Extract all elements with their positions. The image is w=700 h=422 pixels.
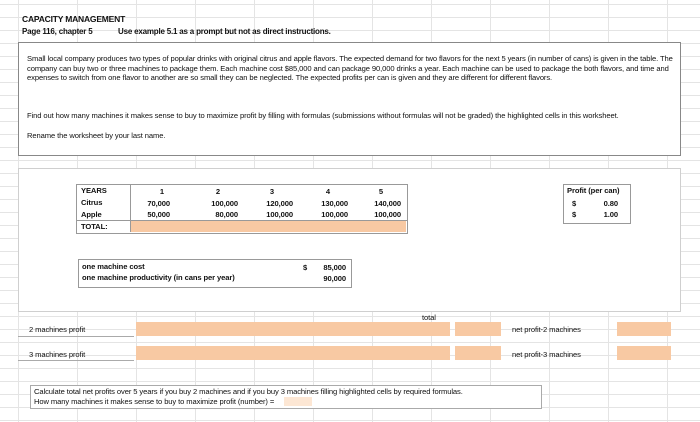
problem-paragraph-3: Rename the worksheet by your last name.: [27, 131, 166, 140]
two-machines-total-cell[interactable]: [455, 322, 501, 336]
problem-paragraph-1: Small local company produces two types of popular drinks with original citrus and apple flavors. The expected demand for two flavors for the next 5 years (in number of cans) is given in the table. The company can buy two or three machines to package them. Each machine cost $85,000 and can package 90,000 drinks a year. Each machine can be used to package the both flavors, and time and expenses to switch from one flavor to another are so small they can be neglected. The expected profits per can is given and they are different for different flavors.: [27, 54, 673, 83]
apple-year-5[interactable]: 100,000: [374, 210, 401, 219]
net-profit-two-label: net profit-2 machines: [512, 325, 581, 334]
year-2: 2: [215, 187, 220, 196]
citrus-profit-value[interactable]: 0.80: [603, 199, 618, 208]
total-demand-highlighted-cells[interactable]: [131, 221, 406, 232]
apple-year-2[interactable]: 80,000: [215, 210, 238, 219]
apple-profit-value[interactable]: 1.00: [603, 210, 618, 219]
apple-year-4[interactable]: 100,000: [321, 210, 348, 219]
apple-year-1[interactable]: 50,000: [147, 210, 170, 219]
answer-question: How many machines it makes sense to buy to maximize profit (number) =: [34, 397, 275, 406]
net-profit-two-cell[interactable]: [617, 322, 671, 336]
total-label: total: [422, 313, 436, 322]
citrus-profit-currency: $: [572, 199, 577, 208]
profit-header: Profit (per can): [567, 186, 620, 195]
two-machines-profit-label: 2 machines profit: [29, 325, 86, 334]
machine-cost-value[interactable]: 85,000: [323, 263, 346, 272]
citrus-year-4[interactable]: 130,000: [321, 199, 348, 208]
net-profit-three-label: net profit-3 machines: [512, 350, 581, 359]
machine-productivity-label: one machine productivity (in cans per year): [82, 273, 235, 282]
citrus-year-5[interactable]: 140,000: [374, 199, 401, 208]
row-label-apple: Apple: [81, 210, 102, 219]
sheet-title: CAPACITY MANAGEMENT: [22, 14, 126, 24]
three-machines-underline: [18, 360, 134, 361]
year-4: 4: [325, 187, 330, 196]
year-5: 5: [378, 187, 383, 196]
citrus-year-3[interactable]: 120,000: [266, 199, 293, 208]
row-label-citrus: Citrus: [81, 198, 103, 207]
citrus-year-2[interactable]: 100,000: [211, 199, 238, 208]
year-3: 3: [269, 187, 274, 196]
citrus-year-1[interactable]: 70,000: [147, 199, 170, 208]
row-label-total: TOTAL:: [81, 222, 108, 231]
three-machines-profit-cells[interactable]: [136, 346, 450, 360]
apple-year-3[interactable]: 100,000: [266, 210, 293, 219]
problem-paragraph-2: Find out how many machines it makes sense to buy to maximize profit by filling with formulas (submissions without formulas will not be graded) the highlighted cells in this worksheet.: [27, 111, 619, 120]
page-reference: Page 116, chapter 5: [22, 27, 93, 36]
apple-profit-currency: $: [572, 210, 577, 219]
instruction-note: Use example 5.1 as a prompt but not as direct instructions.: [118, 27, 331, 36]
two-machines-profit-cells[interactable]: [136, 322, 450, 336]
net-profit-three-cell[interactable]: [617, 346, 671, 360]
three-machines-total-cell[interactable]: [455, 346, 501, 360]
machine-productivity-value[interactable]: 90,000: [323, 274, 346, 283]
row-label-years: YEARS: [81, 186, 107, 195]
three-machines-profit-label: 3 machines profit: [29, 350, 86, 359]
machine-cost-currency: $: [303, 263, 308, 272]
answer-cell[interactable]: [284, 397, 312, 406]
year-1: 1: [159, 187, 164, 196]
footer-instruction: Calculate total net profits over 5 years if you buy 2 machines and if you buy 3 machines filling highlighted cells by required formulas.: [34, 387, 463, 396]
two-machines-underline: [18, 336, 134, 337]
machine-cost-label: one machine cost: [82, 262, 145, 271]
